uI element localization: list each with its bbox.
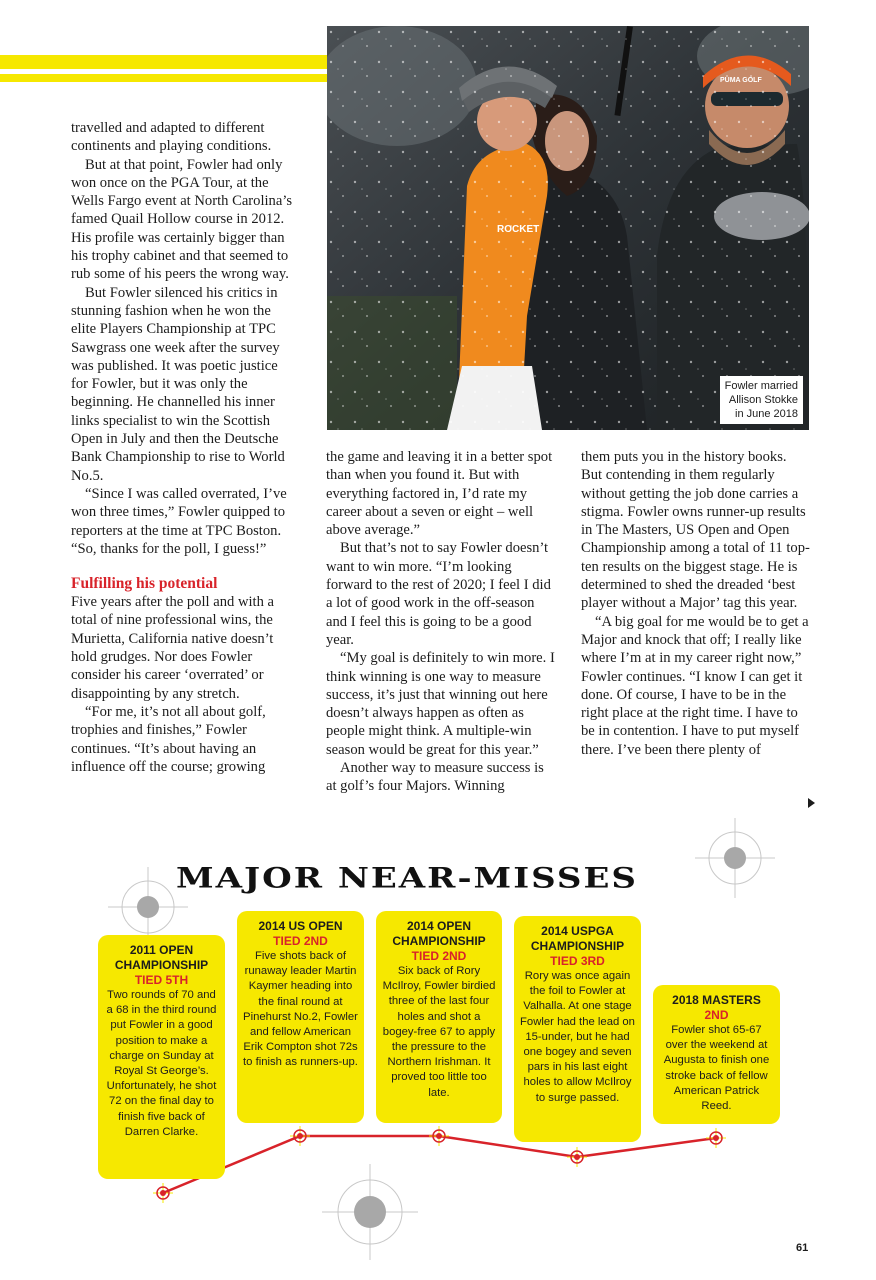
timeline-marker — [429, 1126, 449, 1146]
near-miss-card — [653, 985, 780, 1124]
card-title: 2014 US OPEN — [258, 919, 343, 933]
photo-caption: Fowler married Allison Stokke in June 2018 — [720, 376, 803, 424]
paragraph: “Since I was called overrated, I’ve won three times,” Fowler quipped to reporters at the time at TPC Boston. “So, thanks for the poll, I guess!” — [71, 485, 287, 557]
timeline-marker — [567, 1147, 587, 1167]
card-body: Six back of Rory McIlroy, Fowler birdied three of the last four holes and shot a bogey-free 67 to apply the pressure to the Northern Irishman. It proved too little too late. — [382, 965, 496, 1099]
page-number: 61 — [796, 1242, 809, 1254]
card-result: TIED 5TH — [134, 973, 189, 987]
card-body: Fowler shot 65-67 over the weekend at Augusta to finish one stroke back of fellow American Patrick Reed. — [663, 1024, 770, 1113]
near-miss-card — [376, 911, 502, 1123]
paragraph: Another way to measure success is at golf’s four Majors. Winning — [326, 760, 544, 795]
near-miss-card — [98, 935, 225, 1179]
near-miss-card — [514, 916, 641, 1142]
near-miss-card — [237, 911, 364, 1123]
target-dot — [137, 896, 159, 918]
target-dot — [724, 847, 746, 869]
card-body: Two rounds of 70 and a 68 in the third round put Fowler in a good position to make a charge on Sunday at Royal St George’s. Unfortunately, he shot 72 on the final day to finish five back of Darren Clarke. — [106, 989, 217, 1138]
paragraph: “My goal is definitely to win more. I think winning is one way to measure success, it’s just that winning out here doesn’t always happen as often as people might think. A multiple-win season would be great for this year.” — [326, 650, 555, 758]
section-title: MAJOR NEAR-MISSES — [176, 862, 638, 895]
target-dot — [354, 1196, 386, 1228]
paragraph: But that’s not to say Fowler doesn’t want to win more. “I’m looking forward to the rest of 2020; I feel I did a lot of good work in the off-season and I feel this is going to be a good year. — [326, 540, 551, 648]
paragraph: them puts you in the history books. But contending in them regularly without getting the job done carries a stigma. Fowler owns runner-up results in The Masters, US Open and Open Championship among a total of 11 top-ten results on the biggest stage. He is determined to shed the dreaded ‘best player without a Major’ tag this year. — [581, 449, 810, 612]
subheading: Fulfilling his potential — [71, 575, 218, 593]
card-title: 2018 MASTERS — [672, 993, 761, 1007]
timeline-marker — [290, 1126, 310, 1146]
paragraph: “For me, it’s not all about golf, trophies and finishes,” Fowler continues. “It’s about having an influence off the course; growing — [71, 703, 266, 775]
paragraph: Five years after the poll and with a total of nine professional wins, the Murietta, California native doesn’t hold grudges. Nor does Fowler consider his career ‘overrated’ or disappointing by any stretch. — [71, 594, 275, 702]
card-title: 2011 OPEN CHAMPIONSHIP — [114, 943, 209, 972]
paragraph: But Fowler silenced his critics in stunning fashion when he won the elite Players Championship at TPC Sawgrass one week after the survey was published. It was poetic justice for Fowler, but it was only the beginning. He channelled his inner links specialist to win the Scottish Open in July and then the Deutsche Bank Championship to rise to World No.5. — [71, 284, 285, 484]
card-title: 2014 OPEN CHAMPIONSHIP — [392, 919, 486, 948]
card-result: 2ND — [704, 1008, 729, 1022]
timeline-marker — [706, 1128, 726, 1148]
paragraph: travelled and adapted to different continents and playing conditions. — [71, 120, 272, 155]
card-body: Rory was once again the foil to Fowler at Valhalla. At one stage Fowler had the lead on 15-under, but he had one bogey and seven pars in his last eight holes to allow McIlroy to surge passed. — [520, 970, 635, 1104]
paragraph: “A big goal for me would be to get a Major and knock that off; I really like where I’m at in my career right now,” Fowler continues. “I know I can get it done. Of course, I have to be in the right place at the right time. I have to be in contention. I have to put myself there. I’ve been there plenty of — [581, 613, 809, 758]
card-result: TIED 2ND — [273, 934, 328, 948]
card-result: TIED 3RD — [550, 954, 605, 968]
timeline-marker — [153, 1183, 173, 1203]
card-title: 2014 USPGA CHAMPIONSHIP — [530, 924, 625, 953]
card-result: TIED 2ND — [411, 949, 467, 963]
paragraph: But at that point, Fowler had only won once on the PGA Tour, at the Wells Fargo event at North Carolina’s famed Quail Hollow course in 2012. His profile was certainly bigger than his trophy cabinet and that seemed to rub some of his peers the wrong way. — [71, 156, 293, 283]
card-body: Five shots back of runaway leader Martin Kaymer heading into the final round at Pinehurst No.2, Fowler and fellow American Erik Compton shot 72s to finish as runners-up. — [243, 950, 358, 1069]
paragraph: the game and leaving it in a better spot than when you found it. But with everything factored in, I’d rate my career about a seven or eight – well above average.” — [326, 449, 553, 539]
